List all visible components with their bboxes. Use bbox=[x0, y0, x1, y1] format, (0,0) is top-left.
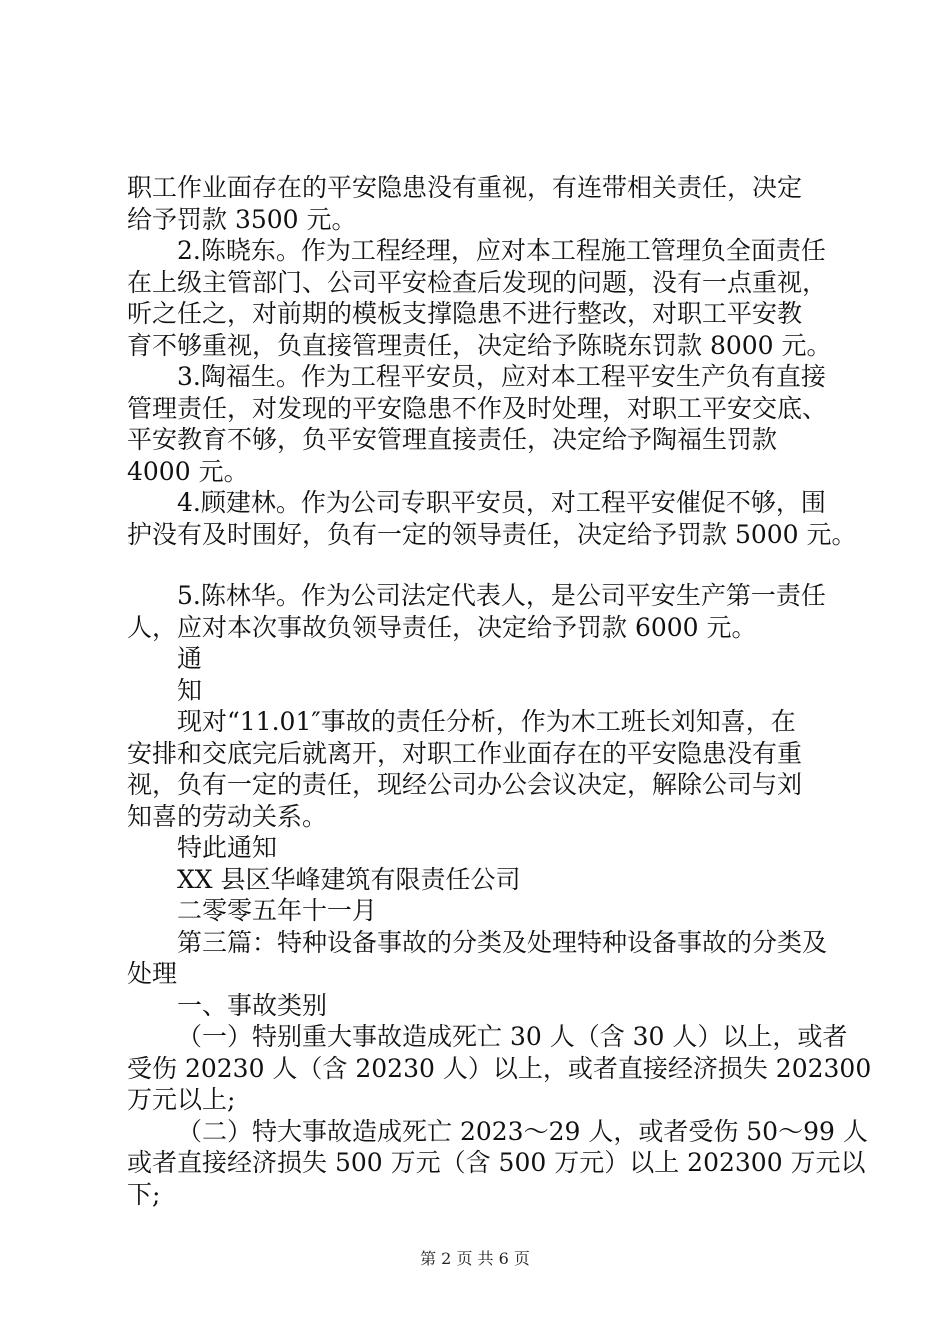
text-line: 平安教育不够，负平安管理直接责任，决定给予陶福生罚款 bbox=[127, 425, 778, 454]
text-line: 4000 元。 bbox=[127, 456, 249, 486]
text-line: 在上级主管部门、公司平安检查后发现的问题，没有一点重视， bbox=[127, 267, 828, 297]
text-line: XX 县区华峰建筑有限责任公司 bbox=[177, 864, 521, 894]
text-line: 3.陶福生。作为工程平安员，应对本工程平安生产负有直接 bbox=[177, 362, 826, 391]
text-line: 听之任之，对前期的模板支撑隐患不进行整改，对职工平安教 bbox=[127, 299, 803, 328]
text-line: 受伤 20230 人（含 20230 人）以上，或者直接经济损失 202300 bbox=[127, 1053, 872, 1083]
text-line: 处理 bbox=[127, 959, 178, 988]
text-line: 安排和交底完后就离开，对职工作业面存在的平安隐患没有重 bbox=[127, 738, 803, 768]
text-line: 下; bbox=[127, 1179, 161, 1209]
text-line: 知 bbox=[177, 675, 203, 705]
document-body bbox=[127, 172, 872, 1210]
text-line: 通 bbox=[177, 644, 203, 673]
text-line: 第三篇：特种设备事故的分类及处理特种设备事故的分类及 bbox=[177, 927, 828, 957]
text-line: 2.陈晓东。作为工程经理，应对本工程施工管理负全面责任 bbox=[177, 236, 826, 265]
text-line bbox=[127, 550, 832, 580]
text-line: 护没有及时围好，负有一定的领导责任，决定给予罚款 5000 元。 bbox=[127, 519, 857, 549]
text-line: 知喜的劳动关系。 bbox=[127, 801, 328, 831]
text-line: 管理责任，对发现的平安隐患不作及时处理，对职工平安交底、 bbox=[127, 393, 828, 423]
text-line: 特此通知 bbox=[177, 833, 278, 862]
text-line: 5.陈林华。作为公司法定代表人，是公司平安生产第一责任 bbox=[177, 581, 826, 610]
page-footer: 第 2 页 共 6 页 bbox=[420, 1249, 530, 1268]
text-line: 4.顾建林。作为公司专职平安员，对工程平安催促不够，围 bbox=[177, 488, 826, 517]
text-line: 给予罚款 3500 元。 bbox=[127, 204, 357, 234]
text-line: 职工作业面存在的平安隐患没有重视，有连带相关责任，决定 bbox=[127, 173, 803, 202]
text-line: 现对“11.01″事故的责任分析，作为木工班长刘知喜，在 bbox=[177, 707, 796, 736]
text-line: 万元以上; bbox=[127, 1085, 236, 1114]
text-line: 二零零五年十一月 bbox=[177, 896, 378, 925]
text-line: 人，应对本次事故负领导责任，决定给予罚款 6000 元。 bbox=[127, 612, 757, 642]
text-line: （一）特别重大事故造成死亡 30 人（含 30 人）以上，或者 bbox=[177, 1022, 848, 1051]
text-line: 或者直接经济损失 500 万元（含 500 万元）以上 202300 万元以 bbox=[127, 1148, 866, 1177]
text-line: 育不够重视，负直接管理责任，决定给予陈晓东罚款 8000 元。 bbox=[127, 330, 832, 360]
text-line: 一、事故类别 bbox=[177, 990, 328, 1020]
text-line: 视，负有一定的责任，现经公司办公会议决定，解除公司与刘 bbox=[127, 770, 803, 799]
text-line: （二）特大事故造成死亡 2023～29 人，或者受伤 50～99 人 bbox=[177, 1116, 868, 1146]
